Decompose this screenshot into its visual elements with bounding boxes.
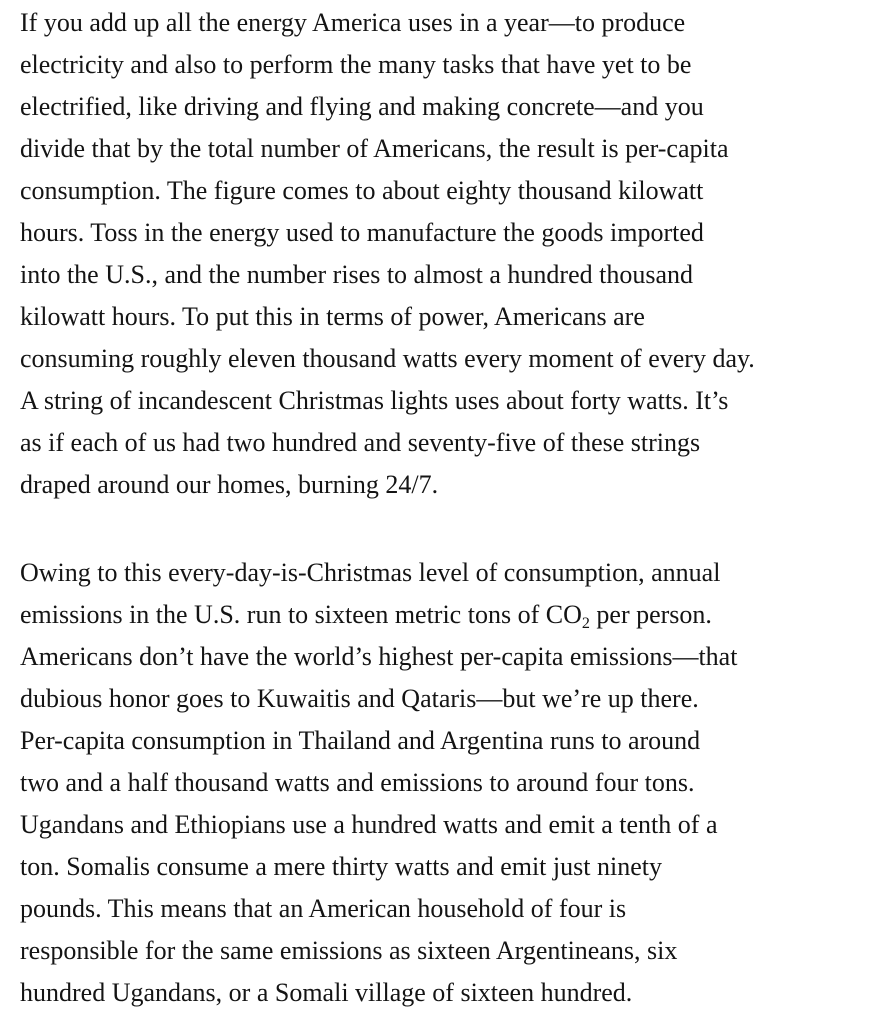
text-line: electricity and also to perform the many tasks that have yet to be (20, 50, 692, 79)
text-line: Owing to this every-day-is-Christmas level of consumption, annual (20, 558, 721, 587)
text-line: as if each of us had two hundred and seventy-five of these strings (20, 428, 701, 457)
text-line: electrified, like driving and flying and making concrete—and you (20, 92, 704, 121)
text-line: A string of incandescent Christmas lights uses about forty watts. It’s (20, 386, 729, 415)
text-line: consuming roughly eleven thousand watts every moment of every day. (20, 344, 755, 373)
text-segment: emissions in the U.S. run to sixteen metric tons of CO (20, 600, 582, 629)
text-line-with-subscript (20, 594, 858, 636)
text-line: hundred Ugandans, or a Somali village of sixteen hundred. (20, 978, 633, 1007)
text-segment: per person. (589, 600, 712, 629)
text-line: divide that by the total number of Americans, the result is per-capita (20, 134, 729, 163)
text-line: hours. Toss in the energy used to manufacture the goods imported (20, 218, 704, 247)
text-line: draped around our homes, burning 24/7. (20, 470, 439, 499)
text-line: consumption. The figure comes to about eighty thousand kilowatt (20, 176, 704, 205)
text-line: Ugandans and Ethiopians use a hundred watts and emit a tenth of a (20, 810, 718, 839)
text-line: into the U.S., and the number rises to almost a hundred thousand (20, 260, 694, 289)
text-line: pounds. This means that an American household of four is (20, 894, 627, 923)
text-line: responsible for the same emissions as sixteen Argentineans, six (20, 936, 678, 965)
text-line: ton. Somalis consume a mere thirty watts and emit just ninety (20, 852, 662, 881)
text-line: dubious honor goes to Kuwaitis and Qataris—but we’re up there. (20, 684, 699, 713)
co2-subscript: 2 (581, 614, 590, 632)
article-text (20, 2, 858, 1014)
text-line: two and a half thousand watts and emissions to around four tons. (20, 768, 695, 797)
text-line: Americans don’t have the world’s highest per-capita emissions—that (20, 642, 738, 671)
text-line: kilowatt hours. To put this in terms of power, Americans are (20, 302, 645, 331)
text-line: If you add up all the energy America uses in a year—to produce (20, 8, 686, 37)
text-line: Per-capita consumption in Thailand and Argentina runs to around (20, 726, 701, 755)
paragraph-emissions (20, 552, 858, 1014)
paragraph-energy-consumption (20, 2, 858, 506)
